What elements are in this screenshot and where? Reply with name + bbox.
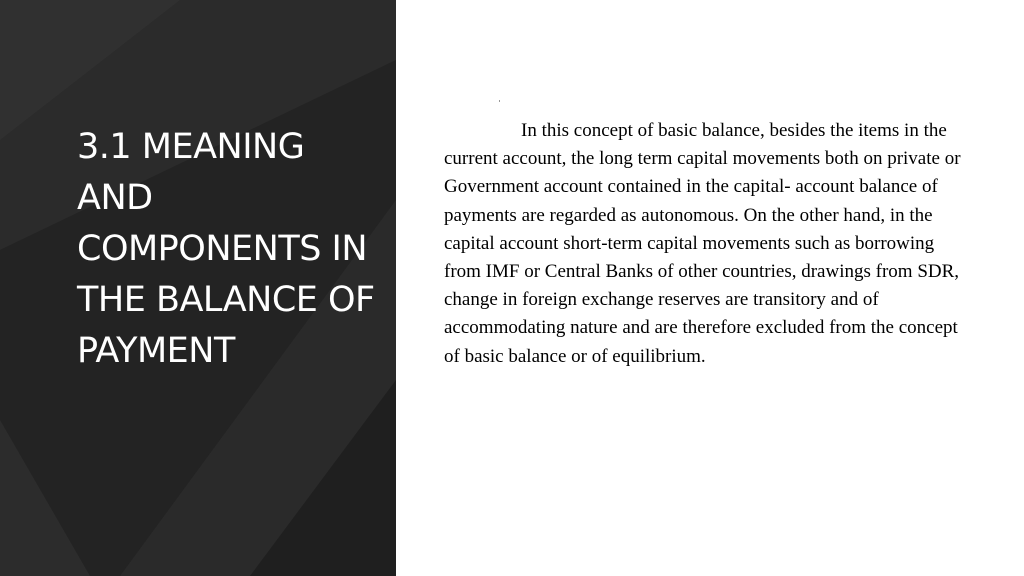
stray-mark — [499, 100, 500, 102]
title-panel — [0, 0, 396, 576]
content-panel — [396, 0, 1024, 576]
slide-title: 3.1 MEANING AND COMPONENTS IN THE BALANCE OF PAYMENT — [77, 127, 375, 371]
body-paragraph: In this concept of basic balance, besides the items in the current account, the long term capital movements both on private or Government account contained in the capital- account balance of payments are regarded as autonomous. On the other hand, in the capital account short-term capital movements such as borrowing from IMF or Central Banks of other countries, drawings from SDR, change in foreign exchange reserves are transitory and of accommodating nature and are therefore excluded from the concept of basic balance or of equilibrium. — [444, 120, 961, 367]
